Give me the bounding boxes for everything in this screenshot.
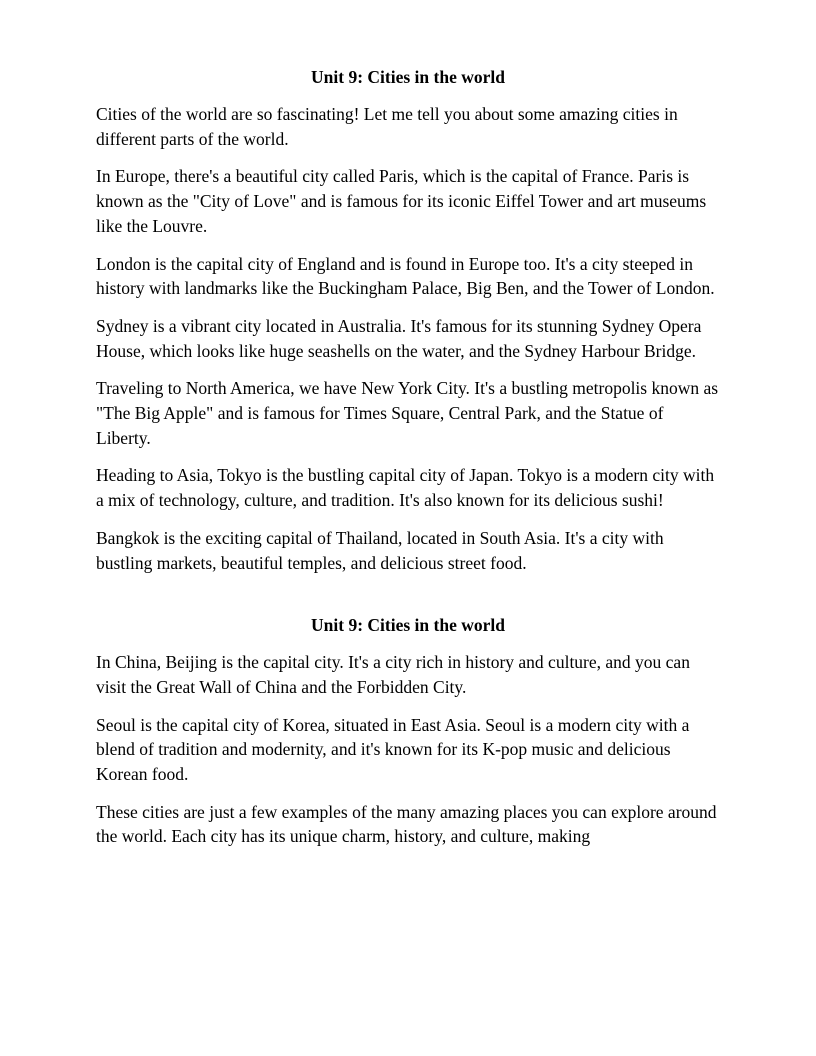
paragraph-conclusion: These cities are just a few examples of the many amazing places you can explore around the world. Each city has its unique charm, history, and culture, making — [96, 801, 717, 847]
paragraph-beijing: In China, Beijing is the capital city. It's a city rich in history and culture, and you can visit the Great Wall of China and the Forbidden City. — [96, 652, 690, 697]
section-spacer — [96, 575, 720, 613]
paragraph-paris: In Europe, there's a beautiful city called Paris, which is the capital of France. Paris is known as the "City of Love" and is famous for its iconic Eiffel Tower and art museums like the Louvre. — [96, 166, 707, 236]
section-1 — [96, 65, 720, 575]
paragraph-london: London is the capital city of England and is found in Europe too. It's a city steeped in history with landmarks like the Buckingham Palace, Big Ben, and the Tower of London. — [96, 253, 715, 299]
paragraph-bangkok: Bangkok is the exciting capital of Thailand, located in South Asia. It's a city with bustling markets, beautiful temples, and delicious street food. — [96, 527, 664, 573]
section-2 — [96, 613, 720, 849]
section-title: Unit 9: Cities in the world — [311, 615, 505, 636]
paragraph-intro: Cities of the world are so fascinating! Let me tell you about some amazing cities in different parts of the world. — [96, 104, 678, 149]
paragraph-seoul: Seoul is the capital city of Korea, situated in East Asia. Seoul is a modern city with a blend of tradition and modernity, and it's known for its K-pop music and delicious Korean food. — [96, 714, 690, 785]
section-title: Unit 9: Cities in the world — [311, 67, 505, 87]
paragraph-sydney: Sydney is a vibrant city located in Australia. It's famous for its stunning Sydney Opera House, which looks like huge seashells on the water, and the Sydney Harbour Bridge. — [96, 315, 702, 361]
paragraph-new-york: Traveling to North America, we have New York City. It's a bustling metropolis known as "The Big Apple" and is famous for Times Square, Central Park, and the Statue of Liberty. — [96, 378, 719, 448]
paragraph-tokyo: Heading to Asia, Tokyo is the bustling capital city of Japan. Tokyo is a modern city with a mix of technology, culture, and tradition. It's also known for its delicious sushi! — [96, 465, 715, 511]
document-page — [96, 65, 720, 849]
